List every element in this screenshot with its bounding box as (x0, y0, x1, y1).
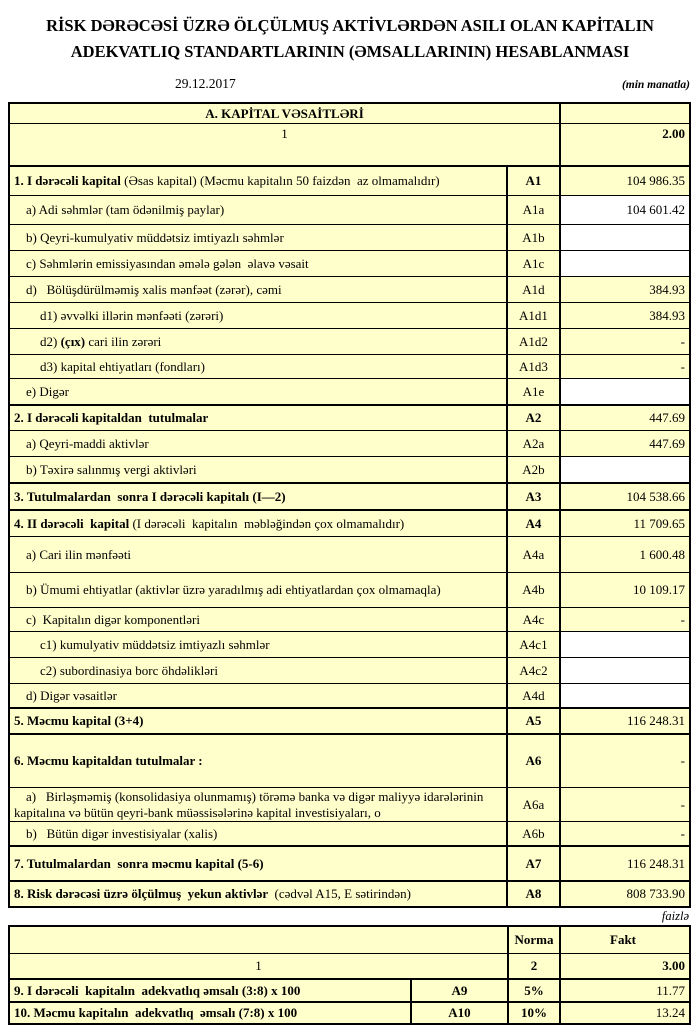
row-value: 447.69 (649, 435, 685, 451)
row-code: A6b (508, 822, 561, 845)
row-value: - (680, 611, 685, 627)
row-label: 8. Risk dərəcəsi üzrə ölçülmuş yekun aktivlər (cədvəl A15, E sətirindən) (10, 882, 508, 906)
row-a9 (10, 978, 689, 1001)
unit-note: (min manatla) (621, 79, 690, 92)
row-label: a) Adi səhmlər (tam ödənilmiş paylar) (10, 196, 508, 224)
row-label: a) Qeyri-maddi aktivlər (10, 431, 508, 456)
row-code: A1b (508, 225, 561, 250)
row-code: A1d3 (508, 355, 561, 378)
adequacy-column-header-row (10, 953, 689, 978)
row-norma: 5% (509, 980, 561, 1001)
row-a6a (10, 787, 689, 821)
row-a1c (10, 250, 689, 276)
row-norma: 10% (509, 1003, 561, 1023)
row-a1 (10, 165, 689, 195)
row-code: A4b (508, 573, 561, 607)
report-date: 29.12.2017 (175, 76, 236, 92)
row-code: A1d1 (508, 303, 561, 328)
row-value: - (680, 753, 685, 769)
row-fakt: 13.24 (655, 1005, 685, 1021)
row-label: e) Digər (10, 379, 508, 404)
row-code: A1c (508, 251, 561, 276)
row-a6 (10, 733, 689, 787)
row-code: A1 (508, 167, 561, 195)
row-label: 3. Tutulmalardan sonra I dərəcəli kapitalı (I—2) (10, 484, 508, 509)
row-label: 6. Məcmu kapitaldan tutulmalar : (10, 735, 508, 787)
row-a10 (10, 1001, 689, 1023)
row-code: A2a (508, 431, 561, 456)
row-a1b (10, 224, 689, 250)
row-value (561, 658, 689, 683)
row-a1d2 (10, 328, 689, 354)
section-header-value-cell (561, 104, 689, 123)
meta-row (0, 76, 700, 96)
row-value: - (680, 358, 685, 374)
column-header-value: 2.00 (662, 126, 685, 142)
page-title (0, 0, 700, 64)
row-value (561, 457, 689, 482)
adequacy-col-label: 1 (10, 954, 509, 978)
row-label: c2) subordinasiya borc öhdəlikləri (10, 658, 508, 683)
row-label: 1. I dərəcəli kapital (Əsas kapital) (Məcmu kapitalın 50 faizdən az olmamalıdır) (10, 167, 508, 195)
row-label: a) Birləşməmiş (konsolidasiya olunmamış) törəmə banka və digər maliyyə idarələrinin kapitalına və bütün qeyri-bank müəssisələrinə kapital investisiyaları, o (10, 788, 508, 821)
adequacy-col-fakt: 3.00 (662, 958, 685, 974)
row-label: d2) (çıx) cari ilin zərəri (10, 329, 508, 354)
row-value: 10 109.17 (633, 582, 685, 598)
row-value (561, 632, 689, 657)
row-a5 (10, 707, 689, 733)
row-value (561, 251, 689, 276)
adequacy-header-fakt: Fakt (610, 932, 636, 948)
row-code: A8 (508, 882, 561, 906)
capital-table (8, 102, 691, 908)
row-value (561, 379, 689, 404)
row-a4b (10, 572, 689, 607)
adequacy-header-norma: Norma (509, 927, 561, 953)
row-code: A2 (508, 406, 561, 430)
row-label: d1) əvvəlki illərin mənfəəti (zərəri) (10, 303, 508, 328)
row-label: c1) kumulyativ müddətsiz imtiyazlı səhmlər (10, 632, 508, 657)
row-value: 808 733.90 (626, 886, 685, 902)
page-title-line1: RİSK DƏRƏCƏSİ ÜZRƏ ÖLÇÜLMUŞ AKTİVLƏRDƏN ASILI OLAN KAPİTALIN (46, 16, 654, 35)
row-label: d) Bölüşdürülməmiş xalis mənfəət (zərər), cəmi (10, 277, 508, 302)
row-value: 447.69 (649, 410, 685, 426)
row-value: 116 248.31 (626, 713, 685, 729)
row-fakt: 11.77 (656, 982, 685, 998)
row-code: A4c1 (508, 632, 561, 657)
table-section-header-row (10, 104, 689, 123)
row-a4c (10, 607, 689, 631)
row-label: b) Ümumi ehtiyatlar (aktivlər üzrə yaradılmış adi ehtiyatlardan çox olmamaqla) (10, 573, 508, 607)
row-label: c) Səhmlərin emissiyasından əmələ gələn əlavə vəsait (10, 251, 508, 276)
row-value (561, 684, 689, 707)
row-a4a (10, 536, 689, 572)
adequacy-header-row (10, 927, 689, 953)
section-header: A. KAPİTAL VƏSAİTLƏRİ (10, 104, 561, 123)
row-value (561, 225, 689, 250)
row-a1d (10, 276, 689, 302)
row-a2b (10, 456, 689, 482)
row-code: A4a (508, 537, 561, 572)
row-code: A1a (508, 196, 561, 224)
row-a6b (10, 821, 689, 845)
row-label: 10. Məcmu kapitalın adekvatlıq əmsalı (7:8) x 100 (10, 1003, 412, 1023)
row-value: 1 600.48 (639, 546, 685, 562)
row-value: - (680, 796, 685, 812)
row-a2 (10, 404, 689, 430)
row-code: A1e (508, 379, 561, 404)
row-code: A1d2 (508, 329, 561, 354)
row-value: - (680, 333, 685, 349)
row-value: 11 709.65 (633, 515, 685, 531)
row-label: 4. II dərəcəli kapital (I dərəcəli kapitalın məbləğindən çox olmamalıdır) (10, 511, 508, 536)
row-code: A4 (508, 511, 561, 536)
row-value: 116 248.31 (626, 855, 685, 871)
row-value: 104 601.42 (561, 196, 689, 224)
adequacy-col-norma: 2 (509, 954, 561, 978)
row-a4 (10, 509, 689, 536)
row-value: - (680, 825, 685, 841)
row-a1e (10, 378, 689, 404)
row-label: 5. Məcmu kapital (3+4) (10, 709, 508, 733)
row-a2a (10, 430, 689, 456)
row-a1d3 (10, 354, 689, 378)
row-code: A9 (412, 980, 509, 1001)
row-label: d3) kapital ehtiyatları (fondları) (10, 355, 508, 378)
row-label: b) Qeyri-kumulyativ müddətsiz imtiyazlı səhmlər (10, 225, 508, 250)
row-a4c2 (10, 657, 689, 683)
row-label: b) Təxirə salınmış vergi aktivləri (10, 457, 508, 482)
row-a1a (10, 195, 689, 224)
row-code: A4c (508, 608, 561, 631)
row-code: A10 (412, 1003, 509, 1023)
row-label: 2. I dərəcəli kapitaldan tutulmalar (10, 406, 508, 430)
page-title-line2: ADEKVATLIQ STANDARTLARININ (ƏMSALLARININ) HESABLANMASI (70, 41, 630, 61)
row-code: A5 (508, 709, 561, 733)
row-a1d1 (10, 302, 689, 328)
row-code: A1d (508, 277, 561, 302)
row-a7 (10, 845, 689, 880)
row-label: 7. Tutulmalardan sonra məcmu kapital (5-6) (10, 847, 508, 880)
row-code: A4d (508, 684, 561, 707)
row-code: A4c2 (508, 658, 561, 683)
row-value: 384.93 (649, 281, 685, 297)
row-code: A2b (508, 457, 561, 482)
percent-note: faizlə (661, 909, 689, 924)
row-value: 384.93 (649, 307, 685, 323)
row-value: 104 538.66 (626, 488, 685, 504)
column-header-row (10, 123, 689, 165)
row-a3 (10, 482, 689, 509)
row-code: A7 (508, 847, 561, 880)
row-a4d (10, 683, 689, 707)
row-code: A3 (508, 484, 561, 509)
row-value: 104 986.35 (626, 173, 685, 189)
adequacy-table (8, 925, 691, 1025)
row-label: c) Kapitalın digər komponentləri (10, 608, 508, 631)
adequacy-header-label-cell (10, 927, 509, 953)
column-header-label: 1 (10, 124, 561, 165)
row-label: b) Bütün digər investisiyalar (xalis) (10, 822, 508, 845)
row-label: d) Digər vəsaitlər (10, 684, 508, 707)
row-a4c1 (10, 631, 689, 657)
row-code: A6 (508, 735, 561, 787)
row-code: A6a (508, 788, 561, 821)
row-a8 (10, 880, 689, 906)
row-label: 9. I dərəcəli kapitalın adekvatlıq əmsalı (3:8) x 100 (10, 980, 412, 1001)
row-label: a) Cari ilin mənfəəti (10, 537, 508, 572)
